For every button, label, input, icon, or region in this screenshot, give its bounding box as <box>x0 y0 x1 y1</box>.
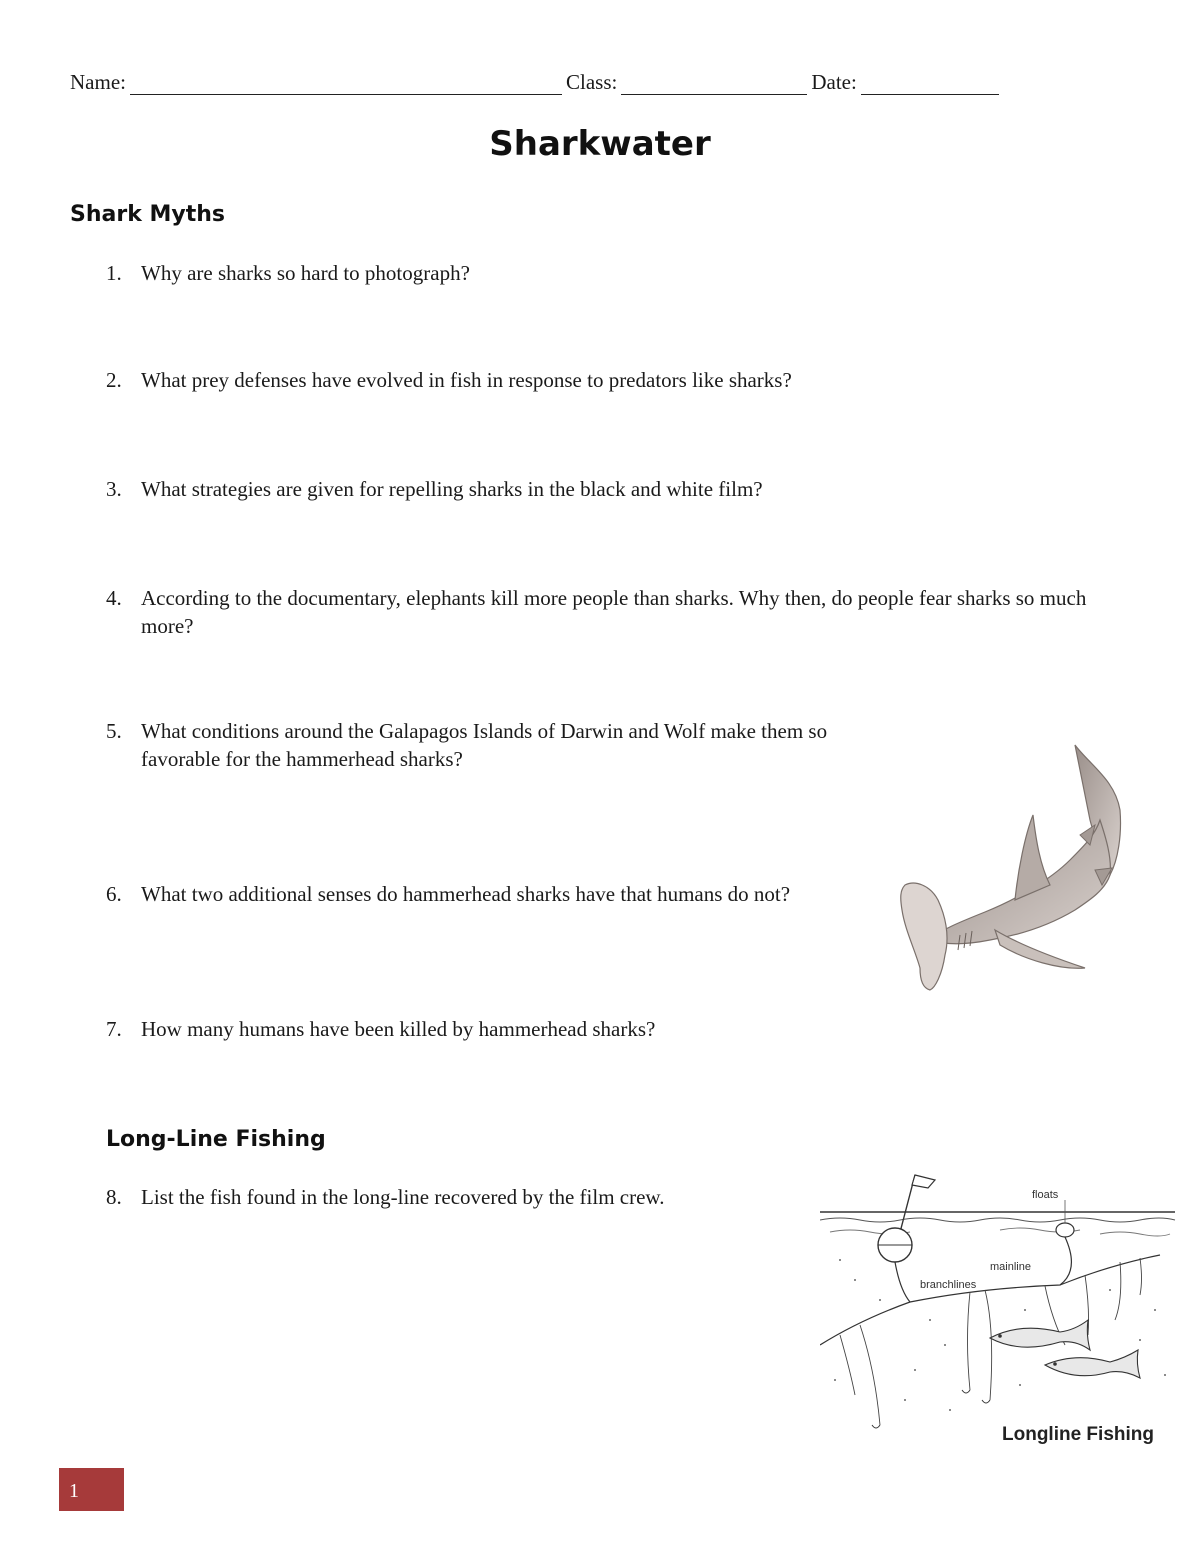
name-field[interactable] <box>130 74 562 95</box>
question-number: 5. <box>106 719 122 743</box>
longline-fishing-diagram <box>820 1170 1180 1445</box>
section-heading-shark-myths: Shark Myths <box>70 202 225 227</box>
question-number: 2. <box>106 368 122 392</box>
question-number: 6. <box>106 882 122 906</box>
question-text: Why are sharks so hard to photograph? <box>141 261 470 285</box>
question-number: 1. <box>106 261 122 285</box>
date-label: Date: <box>811 70 857 94</box>
student-info-header <box>70 70 1003 95</box>
question-number: 3. <box>106 477 122 501</box>
name-label: Name: <box>70 70 126 94</box>
question-text: What two additional senses do hammerhead sharks have that humans do not? <box>141 882 791 906</box>
question-text: What strategies are given for repelling sharks in the black and white film? <box>141 477 763 501</box>
section-heading-long-line-fishing: Long-Line Fishing <box>106 1127 326 1152</box>
question-7 <box>106 1015 836 1043</box>
question-text: How many humans have been killed by hammerhead sharks? <box>141 1017 656 1041</box>
question-8 <box>106 1183 786 1211</box>
mainline-label: mainline <box>990 1261 1031 1273</box>
question-text: What conditions around the Galapagos Islands of Darwin and Wolf make them so favorable for the hammerhead sharks? <box>141 719 828 771</box>
question-2 <box>106 366 1136 394</box>
hammerhead-shark-illustration <box>890 740 1130 995</box>
diagram-caption: Longline Fishing <box>1002 1424 1154 1445</box>
page-number-badge: 1 <box>59 1468 124 1511</box>
question-text: According to the documentary, elephants kill more people than sharks. Why then, do people fear sharks so much more? <box>141 586 1087 638</box>
question-4 <box>106 584 1136 640</box>
question-text: What prey defenses have evolved in fish in response to predators like sharks? <box>141 368 792 392</box>
question-number: 8. <box>106 1185 122 1209</box>
floats-label: floats <box>1032 1189 1059 1201</box>
question-5 <box>106 717 846 773</box>
branchlines-label: branchlines <box>920 1279 977 1291</box>
question-1 <box>106 259 1136 287</box>
class-field[interactable] <box>621 74 807 95</box>
page-title: Sharkwater <box>489 124 711 164</box>
question-text: List the fish found in the long-line recovered by the film crew. <box>141 1185 665 1209</box>
class-label: Class: <box>565 70 618 94</box>
question-3 <box>106 475 1136 503</box>
question-number: 4. <box>106 586 122 610</box>
question-number: 7. <box>106 1017 122 1041</box>
question-6 <box>106 880 836 908</box>
date-field[interactable] <box>861 74 999 95</box>
